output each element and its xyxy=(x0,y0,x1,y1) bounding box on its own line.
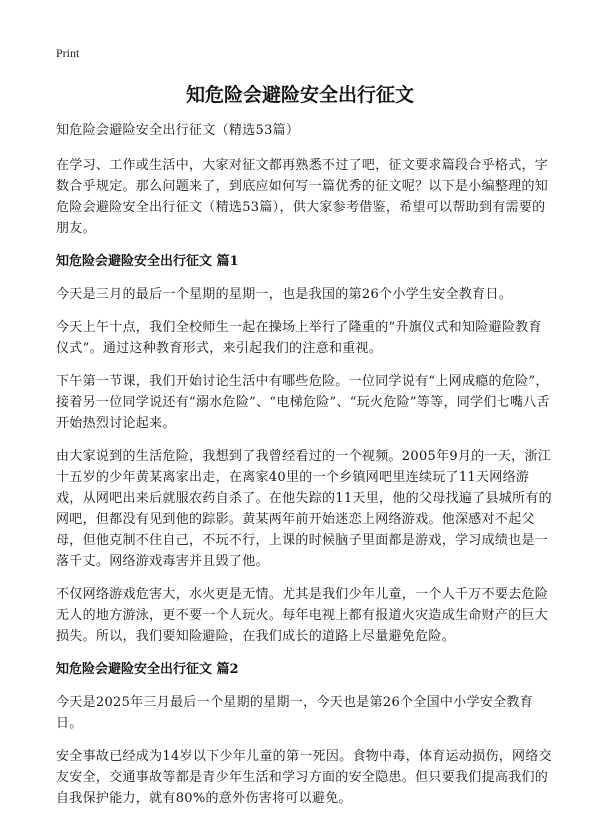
section2-paragraph-2: 安全事故已经成为14岁以下少年儿童的第一死因。食物中毒，体育运动损伤，网络交友安全，交通事故等都是青少年生活和学习方面的安全隐患。但只要我们提高我们的自我保护能力，就有80%的意外伤害将可以避免。 xyxy=(56,749,552,806)
section1-paragraph-2: 今天上午十点，我们全校师生一起在操场上举行了隆重的“升旗仪式和知险避险教育仪式”。通过这种教育形式，来引起我们的注意和重视。 xyxy=(56,320,542,356)
section-heading-2: 知危险会避险安全出行征文 篇2 xyxy=(56,662,239,677)
intro-paragraph: 在学习、工作或生活中，大家对征文都再熟悉不过了吧，征文要求篇段合乎格式，字数合乎规定。那么问题来了，到底应如何写一篇优秀的征文呢？以下是小编整理的知危险会避险安全出行征文（精选53篇），供大家参考借鉴，希望可以帮助到有需要的朋友。 xyxy=(56,158,549,236)
section-heading-1: 知危险会避险安全出行征文 篇1 xyxy=(56,254,239,269)
section2-paragraph-1: 今天是2025年三月最后一个星期的星期一，今天也是第26个全国中小学安全教育日。 xyxy=(56,695,534,731)
section1-paragraph-1: 今天是三月的最后一个星期的星期一，也是我国的第26个小学生安全教育日。 xyxy=(56,287,513,302)
article-body xyxy=(56,120,552,821)
print-link[interactable]: Print xyxy=(56,46,80,60)
section1-paragraph-5: 不仅网络游戏危害大，水火更是无情。尤其是我们少年儿童，一个人千万不要去危险无人的地方游泳，更不要一个人玩火。每年电视上都有报道火灾造成生命财产的巨大损失。所以，我们要知险避险，在我们成长的道路上尽量避免危险。 xyxy=(56,587,549,644)
section1-paragraph-3: 下午第一节课，我们开始讨论生活中有哪些危险。一位同学说有“上网成瘾的危险”，接着另一位同学说还有“溺水危险”、“电梯危险”、“玩火危险”等等，同学们七嘴八舌开始热烈讨论起来。 xyxy=(56,374,550,431)
page-title: 知危险会避险安全出行征文 xyxy=(185,84,414,106)
article-subtitle: 知危险会避险安全出行征文（精选53篇） xyxy=(56,123,300,138)
section1-paragraph-4: 由大家说到的生活危险，我想到了我曾经看过的一个视频。2005年9月的一天，浙江十五岁的少年黄某离家出走，在离家40里的一个乡镇网吧里连续玩了11天网络游戏，从网吧出来后就服农药自杀了。在他失踪的11天里，他的父母找遍了县城所有的网吧，但都没有见到他的踪影。黄某两年前开始迷恋上网络游戏。他深感对不起父母，但他克制不住自己，不玩不行，上课的时候脑子里面都是游戏，学习成绩也是一落千丈。网络游戏毒害并且毁了他。 xyxy=(56,449,552,569)
